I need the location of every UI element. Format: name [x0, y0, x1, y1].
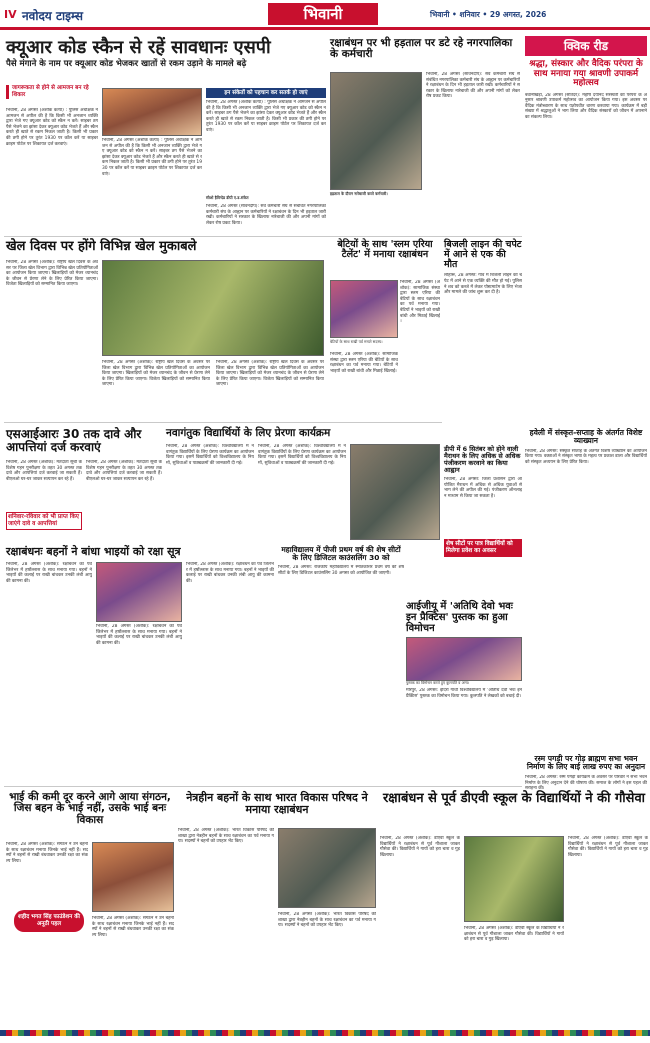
divider — [4, 786, 522, 787]
blind-sisters-body: भिवानी, 28 अगस्त (अशोक): भारत विकास परिषद की शाखा द्वारा नेत्रहीन बहनों के साथ रक्षाबंधन का पर्व मनाया गया। सदस्यों ने बहनों को उपहार भेंट किए। — [178, 828, 274, 845]
main-band: इन संकेतों को पहचान कर सतर्क हो जाएं — [206, 88, 326, 98]
rakhi-thread-headline: रक्षाबंधनः बहनों ने बांधा भाइयों को रक्षा सूत्र — [6, 545, 181, 558]
sir-body-2: भिवानी, 28 अगस्त (अशोक): मतदाता सूची के विशेष गहन पुनरीक्षण के तहत 30 अगस्त तक दावे और आपत्तियां दर्ज करवाई जा सकती हैं। बीएलओ घर-घर जाकर सत्यापन कर रहे हैं। — [86, 460, 162, 482]
sir-headline: एसआईआरः 30 तक दावे और आपत्तियां दर्ज करवाएं — [6, 427, 142, 454]
blind-sisters-body-2: भिवानी, 28 अगस्त (अशोक): भारत विकास परिषद की शाखा द्वारा नेत्रहीन बहनों के साथ रक्षाबंधन का पर्व मनाया गया। सदस्यों ने बहनों को उपहार भेंट किए। — [278, 912, 376, 929]
blind-sisters-headline: नेत्रहीन बहनों के साथ भारत विकास परिषद ने मनाया रक्षाबंधन — [186, 791, 368, 816]
electric-body: लोहारू, 28 अगस्त: गांव में बिजली लाइन की चपेट में आने से एक व्यक्ति की मौत हो गई। पुलिस ने शव को कब्जे में लेकर पोस्टमार्टम के लिए भेजा और मामले की जांच शुरू कर दी है। — [444, 273, 522, 296]
pg-story — [278, 546, 404, 674]
quick-read-label: क्विक रीड — [525, 36, 647, 56]
main-body-col3: भिवानी, 28 अगस्त (सावनदीप): सर्व कर्मचारी संघ से संबंधित नगरपालिका कर्मचारी संघ के आह्वान पर कर्मचारियों ने रक्षाबंधन के दिन भी हड़ताल जारी रखी। कर्मचारियों ने सरकार के खिलाफ नारेबाजी की और अपनी मांगों को लेकर रोष प्रकट किया। — [206, 204, 326, 226]
pg-headline: महाविद्यालय में पीजी प्रथम वर्ष की शेष सीटों के लिए डिजिटल काउंसलिंग 30 को — [281, 545, 401, 562]
slum-story — [330, 240, 440, 420]
book-story — [406, 602, 522, 782]
divider — [4, 422, 442, 423]
brother-badge: शहीद भगत सिंह फाउंडेशन की अनूठी पहल — [14, 910, 84, 932]
strike-photo — [330, 72, 422, 190]
blind-sisters-story — [178, 792, 376, 1020]
dav-headline: रक्षाबंधन से पूर्व डीएवी स्कूल के विद्यार्थियों ने की गौसेवा — [382, 791, 646, 806]
brother-body: भिवानी, 28 अगस्त (अशोक): संगठन ने उन बहनों के साथ रक्षाबंधन मनाया जिनके भाई नहीं हैं। सदस्यों ने बहनों से राखी बंधवाकर उनकी रक्षा का संकल्प लिया। — [6, 842, 88, 864]
blind-sisters-photo — [278, 828, 376, 908]
electric-headline: बिजली लाइन की चपेट में आने से एक की मौत — [444, 239, 522, 271]
strike-story — [330, 38, 522, 234]
rakhi-thread-body-2: भिवानी, 28 अगस्त (अशोक): रक्षाबंधन का पर्व जिलेभर में हर्षोल्लास के साथ मनाया गया। बहनों ने भाइयों की कलाई पर राखी बांधकर उनकी लंबी आयु की कामना की। — [96, 624, 182, 646]
book-headline: आईजीयू में 'अतिथि देवो भवः इन प्रैक्टिस' पुस्तक का हुआ विमोचन — [406, 601, 513, 634]
quick-body-3: भिवानी, 28 अगस्त: रस्म पगड़ी कार्यक्रम के अवसर पर परिवार ने सभा भवन निर्माण के लिए अनुदान देने की घोषणा की। समाज के लोगों ने इस पहल की सराहना की। — [525, 775, 647, 792]
main-body: भिवानी, 28 अगस्त (अशोक कत्या) : पुलिस अधीक्षक ने आमजन से अपील की है कि किसी भी अनजान व्यक्ति द्वारा भेजे गए क्यूआर कोड को स्कैन न करें। साइबर ठग पैसे भेजने का झांसा देकर क्यूआर कोड भेजते हैं और स्कैन करते ही खाते से रकम निकल जाती है। किसी भी प्रकार की ठगी होने पर तुरंत 1930 पर कॉल करें या साइबर क्राइम पोर्टल पर शिकायत दर्ज करवाएं। — [6, 108, 98, 147]
main-tag: जागरूकता से होने से आमजन बन रहे शिकार — [6, 85, 98, 99]
slum-body: भिवानी, 28 अगस्त (अशोक): सामाजिक संस्था द्वारा स्लम एरिया की बेटियों के साथ रक्षाबंधन का पर्व मनाया गया। बेटियों ने भाइयों को राखी बांधी और मिठाई खिलाई। — [400, 280, 440, 325]
rakhi-thread-story — [6, 546, 274, 674]
brother-body-2: भिवानी, 28 अगस्त (अशोक): संगठन ने उन बहनों के साथ रक्षाबंधन मनाया जिनके भाई नहीं हैं। सदस्यों ने बहनों से राखी बंधवाकर उनकी रक्षा का संकल्प लिया। — [92, 916, 174, 938]
inspiration-headline: नवागंतुक विद्यार्थियों के लिए प्रेरणा कार्यक्रम — [166, 427, 331, 439]
slum-caption: बेटियों के साथ राखी पर्व मनाते सदस्य। — [330, 339, 383, 344]
rakhi-thread-body-3: भिवानी, 28 अगस्त (अशोक): रक्षाबंधन का पर्व जिलेभर में हर्षोल्लास के साथ मनाया गया। बहनों ने भाइयों की कलाई पर राखी बांधकर उनकी लंबी आयु की कामना की। — [186, 562, 274, 584]
inspiration-story — [166, 428, 440, 542]
dav-body: भिवानी, 28 अगस्त (अशोक): डीएवी स्कूल के विद्यार्थियों ने रक्षाबंधन से पूर्व गौशाला जाकर गौसेवा की। विद्यार्थियों ने गायों को हरा चारा व गुड़ खिलाया। — [380, 836, 460, 858]
main-body-col2: भिवानी, 28 अगस्त (अशोक कत्या) : पुलिस अधीक्षक ने आमजन से अपील की है कि किसी भी अनजान व्यक्ति द्वारा भेजे गए क्यूआर कोड को स्कैन न करें। साइबर ठग पैसे भेजने का झांसा देकर क्यूआर कोड भेजते हैं और स्कैन करते ही खाते से रकम निकल जाती है। किसी भी प्रकार की ठगी होने पर तुरंत 1930 पर कॉल करें या साइबर क्राइम पोर्टल पर शिकायत दर्ज करवाएं। — [102, 138, 202, 177]
quick-headline-3: रस्म पगड़ी पर गोड़ ब्राह्मण सभा भवन निर्माण के लिए बाई लाख रुपए का अनुदान — [526, 753, 646, 772]
quick-headline: श्रद्धा, संस्कार और वैदिक परंपरा के साथ मनाया गया श्रावणी उपाकर्म महोत्सव — [529, 59, 643, 88]
brother-story — [6, 792, 174, 1020]
quick-headline-2: हवेली में संस्कृत-सप्ताह के अंतर्गत विशेष्ट व्याख्यान — [529, 427, 643, 445]
quick-body-2: भिवानी, 28 अगस्त: संस्कृत सप्ताह के अंतर्गत विशेष व्याख्यान का आयोजन किया गया। वक्ताओं ने संस्कृत भाषा के महत्व पर प्रकाश डाला और विद्यार्थियों को संस्कृत अध्ययन के लिए प्रेरित किया। — [525, 448, 647, 466]
dateline: भिवानी • शनिवार • 29 अगस्त, 2026 — [430, 10, 547, 19]
pg-body: भिवानी, 28 अगस्त: राजकीय महाविद्यालय में स्नातकोत्तर प्रथम वर्ष की शेष सीटों के लिए डिजिटल काउंसलिंग 30 अगस्त को आयोजित की जाएगी। — [278, 564, 404, 576]
sports-photo — [102, 260, 324, 356]
dmc-body: भिवानी, 28 अगस्त: जिला प्रशासन द्वारा आयोजित मैराथन में अधिक से अधिक युवाओं से भाग लेने की अपील की गई। पंजीकरण ऑनलाइन माध्यम से किया जा सकता है। — [444, 477, 522, 499]
inspiration-body-2: भिवानी, 28 अगस्त (अशोक): विश्वविद्यालय में नवागंतुक विद्यार्थियों के लिए प्रेरणा कार्यक्रम का आयोजन किया गया। इसमें विद्यार्थियों को विश्वविद्यालय के नियमों, सुविधाओं व पाठ्यक्रमों की जानकारी दी गई। — [258, 444, 346, 466]
footer-bar — [0, 1030, 650, 1036]
sir-story — [6, 428, 162, 542]
main-photo-caption: सीओ हैविन्देड डीपी ए.ड.संकेत — [206, 195, 249, 200]
slum-photo — [330, 280, 398, 338]
book-caption: पुस्तक का विमोचन करते हुए कुलपति व अन्य। — [406, 680, 470, 686]
main-headline: क्यूआर कोड स्कैन से रहें सावधानः एसपी — [6, 37, 271, 58]
dav-story — [380, 792, 648, 1020]
main-photo — [102, 88, 202, 136]
masthead — [0, 0, 650, 30]
sir-tag: शनिवार-रविवार को भी प्राप्त किए जाएंगे दावे व आपत्तियां — [6, 512, 82, 530]
quick-body: बवानीखेड़ा, 28 अगस्त (सतिंदर): महर्षि दयानंद सरस्वती की परंपरा के अनुसार श्रावणी उपाकर्म महोत्सव का आयोजन किया गया। इस अवसर पर वैदिक मंत्रोच्चारण के साथ यज्ञोपवीत धारण करवाया गया। कार्यक्रम में बड़ी संख्या में श्रद्धालुओं ने भाग लिया और वैदिक संस्कारों को जीवन में अपनाने का संकल्प लिया। — [525, 92, 647, 120]
dav-body-3: भिवानी, 28 अगस्त (अशोक): डीएवी स्कूल के विद्यार्थियों ने रक्षाबंधन से पूर्व गौशाला जाकर गौसेवा की। विद्यार्थियों ने गायों को हरा चारा व गुड़ खिलाया। — [568, 836, 648, 858]
book-body: मीरपुर, 28 अगस्त: इंदिरा गांधी विश्वविद्यालय में 'अतिथि देवो भवः इन प्रैक्टिस' पुस्तक का विमोचन किया गया। कुलपति ने लेखकों को बधाई दी। — [406, 687, 522, 699]
dav-photo — [464, 836, 564, 922]
section-name: भिवानी — [268, 3, 378, 25]
strike-body: भिवानी, 28 अगस्त (सावनदीप): सर्व कर्मचारी संघ से संबंधित नगरपालिका कर्मचारी संघ के आह्वान पर कर्मचारियों ने रक्षाबंधन के दिन भी हड़ताल जारी रखी। कर्मचारियों ने सरकार के खिलाफ नारेबाजी की और अपनी मांगों को लेकर रोष प्रकट किया। — [426, 72, 520, 100]
strike-headline: रक्षाबंधन पर भी हड़ताल पर डटे रहे नगरपालिका के कर्मचारी — [330, 37, 513, 61]
sports-body-3: भिवानी, 28 अगस्त (अशोक): राष्ट्रीय खेल दिवस के अवसर पर जिला खेल विभाग द्वारा विभिन्न खेल प्रतियोगिताओं का आयोजन किया जाएगा। खिलाड़ियों को मेजर ध्यानचंद के जीवन से प्रेरणा लेने के लिए प्रेरित किया जाएगा। विजेता खिलाड़ियों को सम्मानित किया जाएगा। — [216, 360, 324, 388]
book-photo — [406, 637, 522, 681]
brother-headline: भाई की कमी दूर करने आगे आया संगठन, जिस बहन के भाई नहीं, उसके भाई बनः विकास — [9, 791, 171, 826]
brother-photo — [92, 842, 174, 912]
strike-caption: हड़ताल के दौरान नारेबाजी करते कर्मचारी। — [330, 191, 388, 196]
dav-body-2: भिवानी, 28 अगस्त (अशोक): डीएवी स्कूल के विद्यार्थियों ने रक्षाबंधन से पूर्व गौशाला जाकर गौसेवा की। विद्यार्थियों ने गायों को हरा चारा व गुड़ खिलाया। — [464, 926, 564, 943]
paper-name: नवोदय टाइम्स — [22, 9, 84, 23]
divider — [4, 236, 522, 237]
slum-headline: बेटियों के साथ 'स्लम एरिया टैलेंट' में मनाया रक्षाबंधन — [337, 239, 433, 261]
rakhi-thread-body: भिवानी, 28 अगस्त (अशोक): रक्षाबंधन का पर्व जिलेभर में हर्षोल्लास के साथ मनाया गया। बहनों ने भाइयों की कलाई पर राखी बांधकर उनकी लंबी आयु की कामना की। — [6, 562, 92, 584]
electric-story — [444, 240, 522, 600]
sports-headline: खेल दिवस पर होंगे विभिन्न खेल मुकाबले — [6, 239, 197, 254]
inspiration-photo — [350, 444, 440, 540]
sir-body: भिवानी, 28 अगस्त (अशोक): मतदाता सूची के विशेष गहन पुनरीक्षण के तहत 30 अगस्त तक दावे और आपत्तियां दर्ज करवाई जा सकती हैं। बीएलओ घर-घर जाकर सत्यापन कर रहे हैं। — [6, 460, 82, 482]
slum-body-2: भिवानी, 28 अगस्त (अशोक): सामाजिक संस्था द्वारा स्लम एरिया की बेटियों के साथ रक्षाबंधन का पर्व मनाया गया। बेटियों ने भाइयों को राखी बांधी और मिठाई खिलाई। — [330, 352, 398, 374]
main-story — [6, 38, 326, 234]
sports-story — [6, 240, 326, 420]
inspiration-body: भिवानी, 28 अगस्त (अशोक): विश्वविद्यालय में नवागंतुक विद्यार्थियों के लिए प्रेरणा कार्यक्रम का आयोजन किया गया। इसमें विद्यार्थियों को विश्वविद्यालय के नियमों, सुविधाओं व पाठ्यक्रमों की जानकारी दी गई। — [166, 444, 254, 466]
dmc-headline: डीपी में 6 सितंबर को होने वाली मैराथन के लिए अधिक से अधिक पंजीकरण करवाने का किया आह्वान — [444, 445, 521, 475]
page-number: IV — [4, 8, 17, 21]
main-subhead: पैसे मंगाने के नाम पर क्यूआर कोड भेजकर खातों से रकम उड़ाने के मामले बढ़े — [6, 59, 247, 70]
sports-body-2: भिवानी, 28 अगस्त (अशोक): राष्ट्रीय खेल दिवस के अवसर पर जिला खेल विभाग द्वारा विभिन्न खेल प्रतियोगिताओं का आयोजन किया जाएगा। खिलाड़ियों को मेजर ध्यानचंद के जीवन से प्रेरणा लेने के लिए प्रेरित किया जाएगा। विजेता खिलाड़ियों को सम्मानित किया जाएगा। — [102, 360, 210, 388]
rakhi-thread-photo — [96, 562, 182, 622]
sports-body: भिवानी, 28 अगस्त (अशोक): राष्ट्रीय खेल दिवस के अवसर पर जिला खेल विभाग द्वारा विभिन्न खेल प्रतियोगिताओं का आयोजन किया जाएगा। खिलाड़ियों को मेजर ध्यानचंद के जीवन से प्रेरणा लेने के लिए प्रेरित किया जाएगा। विजेता खिलाड़ियों को सम्मानित किया जाएगा। — [6, 260, 98, 288]
dmc-tag: शेष सीटों पर पात्र विद्यार्थियों को मिलेगा प्रवेश का अवसर — [444, 539, 522, 557]
main-band-body: भिवानी, 28 अगस्त (अशोक कत्या) : पुलिस अधीक्षक ने आमजन से अपील की है कि किसी भी अनजान व्यक्ति द्वारा भेजे गए क्यूआर कोड को स्कैन न करें। साइबर ठग पैसे भेजने का झांसा देकर क्यूआर कोड भेजते हैं और स्कैन करते ही खाते से रकम निकल जाती है। किसी भी प्रकार की ठगी होने पर तुरंत 1930 पर कॉल करें या साइबर क्राइम पोर्टल पर शिकायत दर्ज करवाएं। — [206, 100, 326, 133]
